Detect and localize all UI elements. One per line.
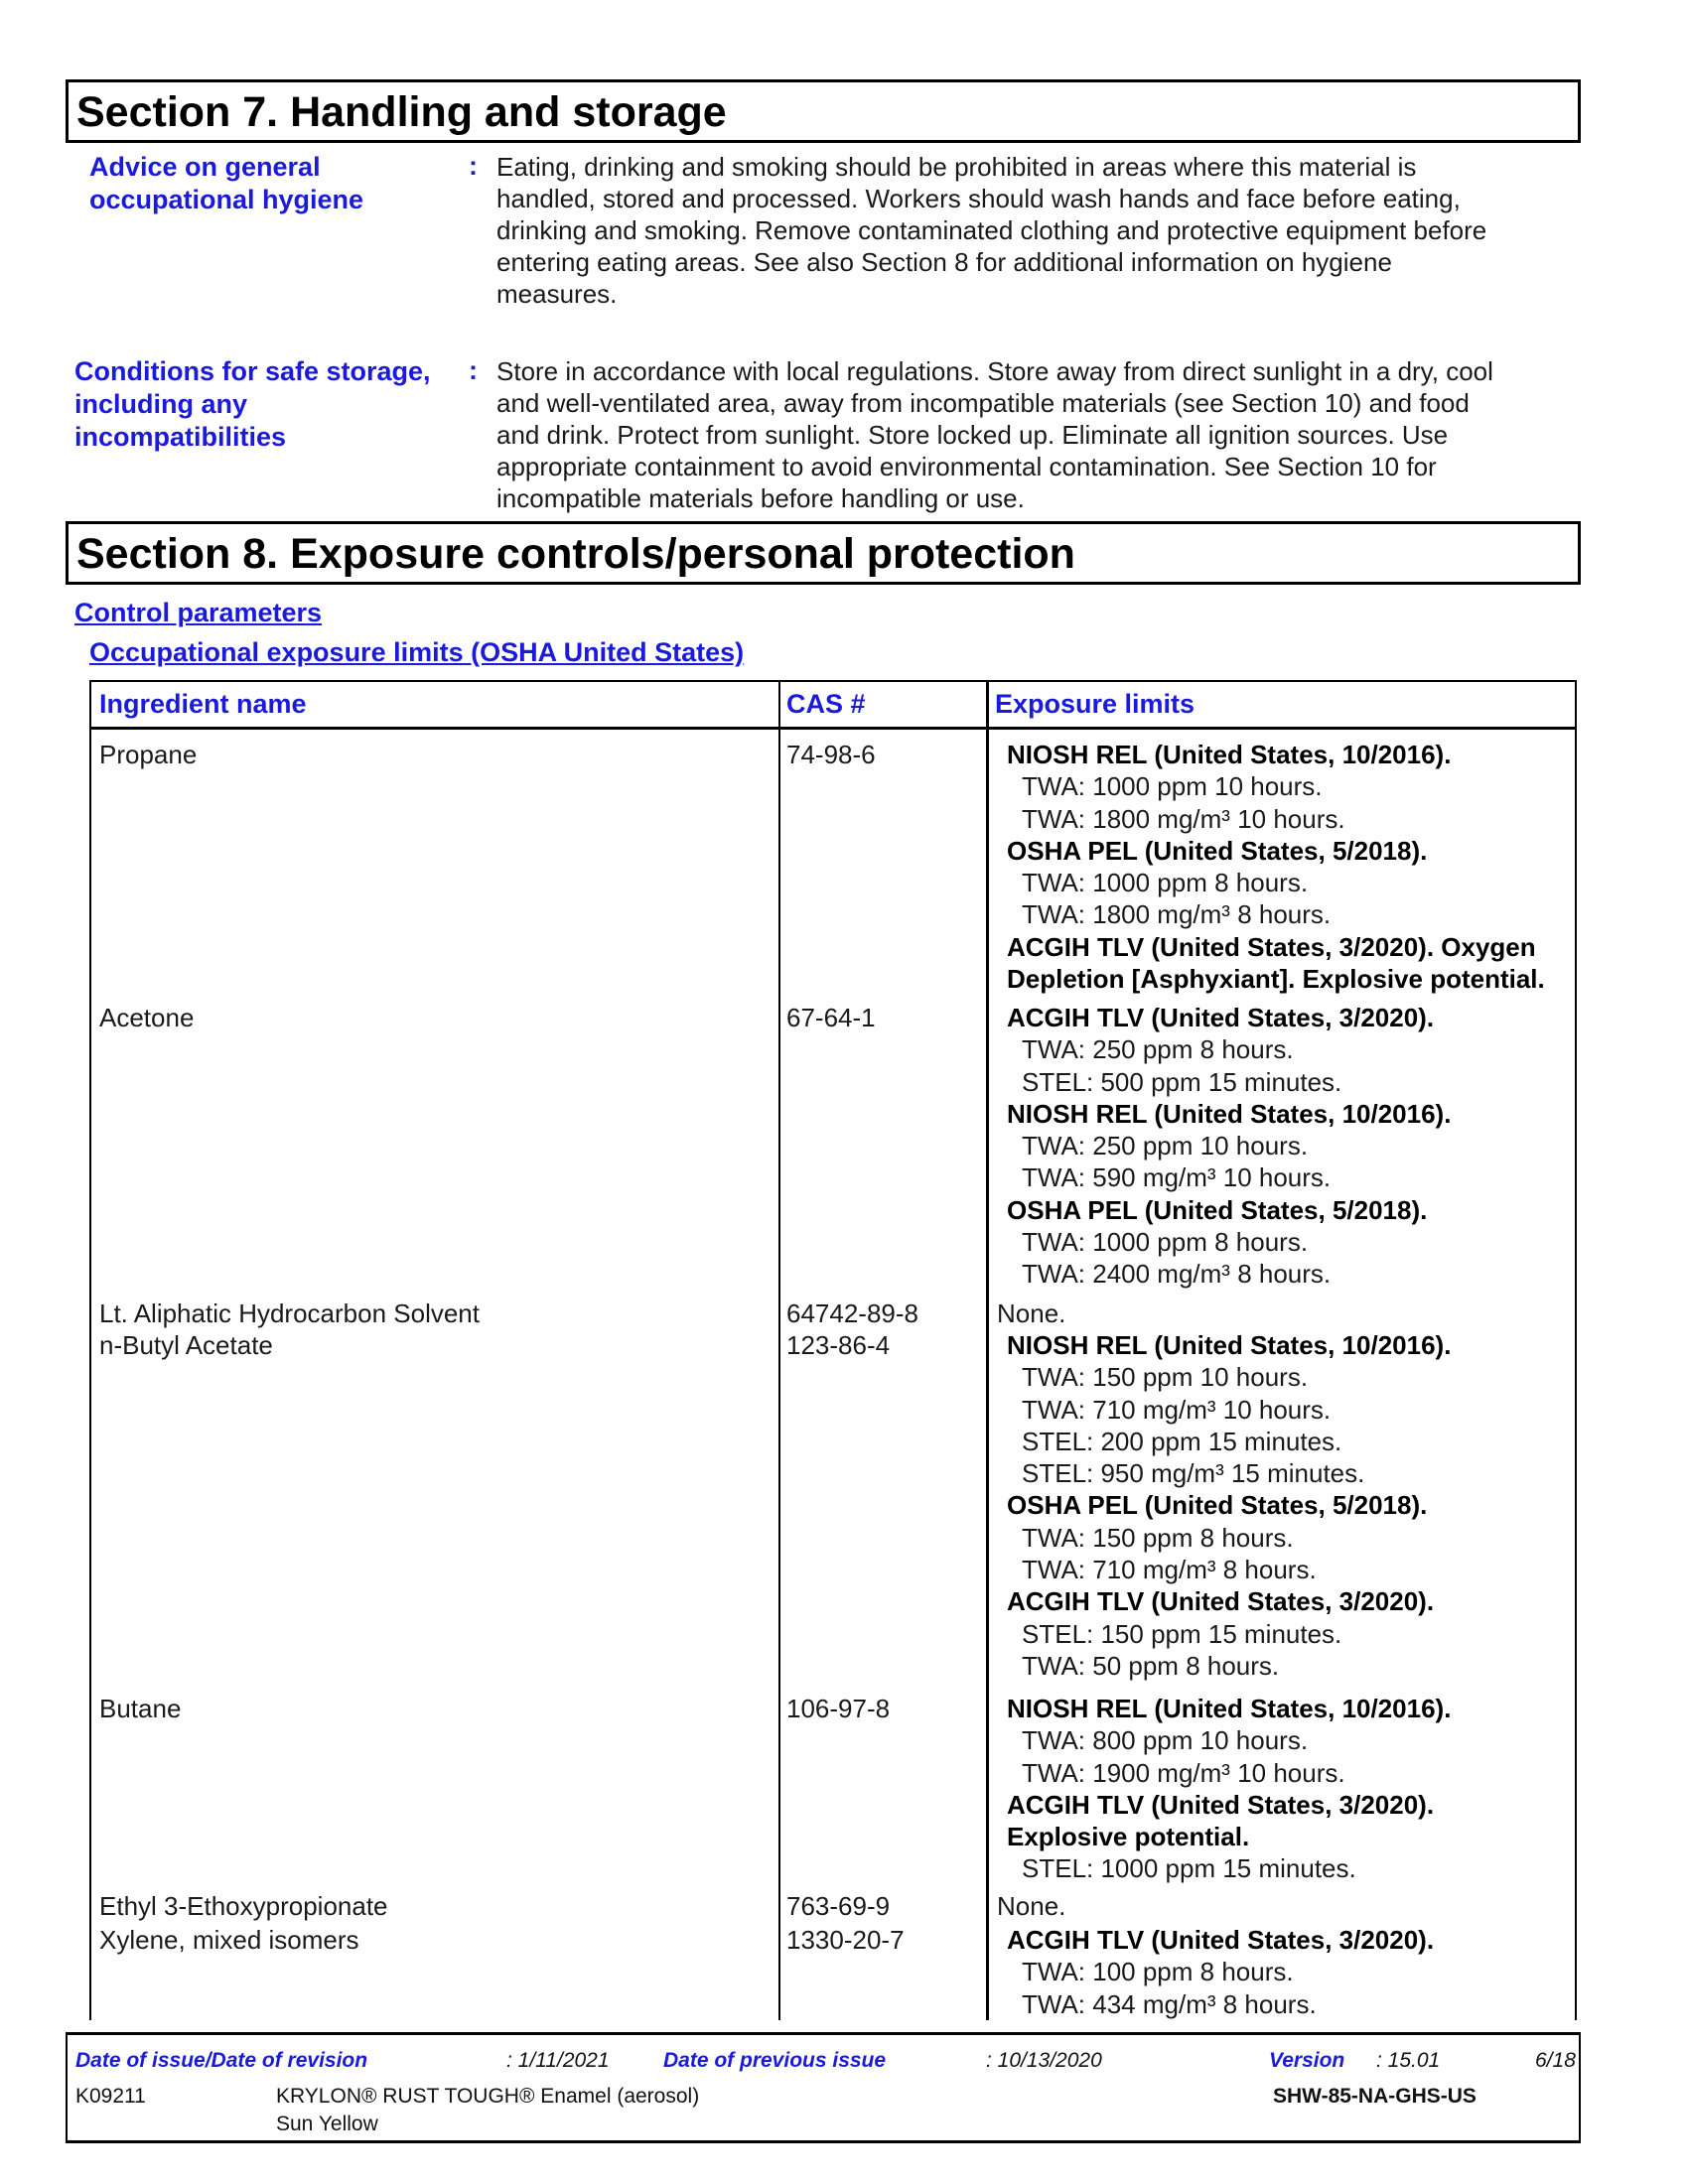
label-line: including any [74,389,248,419]
text-line: entering eating areas. See also Section 8 for additional information on hygiene [496,247,1392,277]
limit-source-line: OSHA PEL (United States, 5/2018). [1007,1490,1428,1521]
text-line: Eating, drinking and smoking should be prohibited in areas where this material is [496,152,1417,182]
ingredient-name-cell: Propane [99,740,198,769]
text-line: and drink. Protect from sunlight. Store locked up. Eliminate all ignition sources. Use [496,420,1449,450]
oel-heading-link[interactable]: Occupational exposure limits (OSHA United States) [89,637,745,667]
advice-hygiene-text [496,151,1486,310]
text-line: Store in accordance with local regulations. Store away from direct sunlight in a dry, cool [496,356,1493,386]
ingredient-name-cell: Lt. Aliphatic Hydrocarbon Solvent [99,1298,480,1328]
limit-value-line: TWA: 150 ppm 8 hours. [1022,1522,1294,1553]
version-value: : 15.01 [1376,2049,1441,2072]
cas-number-cell: 123-86-4 [786,1330,891,1360]
limit-source-line: OSHA PEL (United States, 5/2018). [1007,1194,1428,1225]
page-footer [66,2032,1581,2143]
date-previous-label: Date of previous issue [663,2049,887,2072]
text-line: handled, stored and processed. Workers should wash hands and face before eating, [496,184,1461,213]
limit-source-line: Explosive potential. [1007,1822,1250,1852]
exposure-limits-table [89,680,1577,2020]
safe-storage-text [496,355,1493,514]
limit-value-line: TWA: 150 ppm 10 hours. [1022,1362,1309,1393]
exposure-limits-cell [1007,1693,1451,1885]
cas-number-cell: 64742-89-8 [786,1298,918,1328]
text-line: incompatible materials before handling or use. [496,483,1025,513]
ingredient-name-cell: Butane [99,1694,182,1723]
limit-source-line: ACGIH TLV (United States, 3/2020). [1007,1586,1435,1617]
limit-source-line: OSHA PEL (United States, 5/2018). [1007,835,1428,866]
colon: : [469,355,478,385]
date-issue-value: : 1/11/2021 [506,2049,610,2072]
text-line: measures. [496,279,618,309]
safe-storage-label [74,355,431,454]
limit-source-line: NIOSH REL (United States, 10/2016). [1007,1098,1452,1129]
exposure-limits-cell [997,1890,1065,1922]
limit-value-line: TWA: 1900 mg/m³ 10 hours. [1022,1757,1345,1788]
limit-value-line: TWA: 100 ppm 8 hours. [1022,1957,1294,1987]
cas-number-cell: 763-69-9 [786,1891,891,1921]
limit-value-line: STEL: 1000 ppm 15 minutes. [1022,1853,1356,1884]
limit-value-line: TWA: 434 mg/m³ 8 hours. [1022,1988,1317,2019]
section-8-header [66,521,1581,585]
exposure-limits-cell [1007,1329,1451,1682]
date-previous-value: : 10/13/2020 [986,2049,1102,2072]
product-color: Sun Yellow [276,2113,378,2135]
limit-value-line: TWA: 50 ppm 8 hours. [1022,1650,1280,1681]
header-cas: CAS # [786,689,866,719]
ingredient-name-cell: n-Butyl Acetate [99,1330,273,1360]
header-ingredient-name: Ingredient name [99,689,307,719]
product-code: K09211 [75,2085,146,2108]
colon: : [469,151,478,181]
exposure-limits-cell [1007,1002,1451,1291]
cas-number-cell: 74-98-6 [786,740,876,769]
exposure-limits-cell [1007,739,1545,995]
cas-number-cell: 106-97-8 [786,1694,891,1723]
column-divider [986,682,989,2020]
limit-value-line: TWA: 1000 ppm 8 hours. [1022,1227,1309,1258]
limit-value-line: None. [997,1298,1066,1328]
section-8-title: Section 8. Exposure controls/personal protection [76,530,1075,578]
limit-value-line: TWA: 250 ppm 8 hours. [1022,1034,1294,1065]
column-divider [778,682,780,2020]
cas-number-cell: 67-64-1 [786,1003,876,1032]
text-line: and well-ventilated area, away from incompatible materials (see Section 10) and food [496,388,1470,418]
limit-value-line: TWA: 1000 ppm 10 hours. [1022,771,1323,802]
cas-number-cell: 1330-20-7 [786,1925,905,1955]
exposure-limits-cell [997,1297,1065,1329]
limit-source-line: NIOSH REL (United States, 10/2016). [1007,1694,1452,1723]
limit-value-line: TWA: 800 ppm 10 hours. [1022,1725,1309,1756]
limit-source-line: ACGIH TLV (United States, 3/2020). [1007,1003,1435,1032]
page-number: 6/18 [1535,2049,1576,2072]
limit-value-line: STEL: 150 ppm 15 minutes. [1022,1618,1342,1649]
label-line: Conditions for safe storage, [74,356,431,386]
limit-source-line: NIOSH REL (United States, 10/2016). [1007,1330,1452,1360]
limit-source-line: Depletion [Asphyxiant]. Explosive potential. [1007,964,1545,995]
limit-source-line: ACGIH TLV (United States, 3/2020). Oxygen [1007,931,1536,962]
limit-value-line: TWA: 1800 mg/m³ 10 hours. [1022,803,1345,834]
limit-value-line: None. [997,1891,1066,1921]
header-exposure-limits: Exposure limits [995,689,1196,719]
section-7-header [66,79,1581,143]
label-line: Advice on general [89,152,321,182]
limit-value-line: TWA: 710 mg/m³ 8 hours. [1022,1555,1317,1585]
text-line: appropriate containment to avoid environmental contamination. See Section 10 for [496,452,1437,481]
limit-value-line: TWA: 250 ppm 10 hours. [1022,1131,1309,1161]
advice-hygiene-label [89,151,363,216]
limit-value-line: TWA: 710 mg/m³ 10 hours. [1022,1394,1332,1425]
limit-value-line: STEL: 950 mg/m³ 15 minutes. [1022,1458,1365,1489]
limit-value-line: TWA: 1000 ppm 8 hours. [1022,868,1309,898]
limit-value-line: TWA: 2400 mg/m³ 8 hours. [1022,1259,1332,1290]
label-line: occupational hygiene [89,185,364,214]
ingredient-name-cell: Ethyl 3-Ethoxypropionate [99,1891,388,1921]
limit-source-line: ACGIH TLV (United States, 3/2020). [1007,1789,1435,1820]
limit-source-line: NIOSH REL (United States, 10/2016). [1007,740,1452,769]
section-7-title: Section 7. Handling and storage [76,88,727,136]
limit-value-line: STEL: 500 ppm 15 minutes. [1022,1066,1342,1097]
limit-source-line: ACGIH TLV (United States, 3/2020). [1007,1925,1435,1955]
table-header [91,682,1575,730]
limit-value-line: TWA: 1800 mg/m³ 8 hours. [1022,899,1332,930]
version-label: Version [1269,2049,1345,2072]
label-line: incompatibilities [74,422,287,452]
exposure-limits-cell [1007,1924,1434,2020]
date-issue-label: Date of issue/Date of revision [75,2049,368,2072]
control-parameters-link[interactable]: Control parameters [74,598,323,627]
document-code: SHW-85-NA-GHS-US [1273,2085,1477,2108]
text-line: drinking and smoking. Remove contaminated clothing and protective equipment before [496,215,1487,245]
limit-value-line: STEL: 200 ppm 15 minutes. [1022,1426,1342,1456]
ingredient-name-cell: Xylene, mixed isomers [99,1925,359,1955]
limit-value-line: TWA: 590 mg/m³ 10 hours. [1022,1162,1332,1193]
product-name: KRYLON® RUST TOUGH® Enamel (aerosol) [276,2085,700,2108]
ingredient-name-cell: Acetone [99,1003,195,1032]
